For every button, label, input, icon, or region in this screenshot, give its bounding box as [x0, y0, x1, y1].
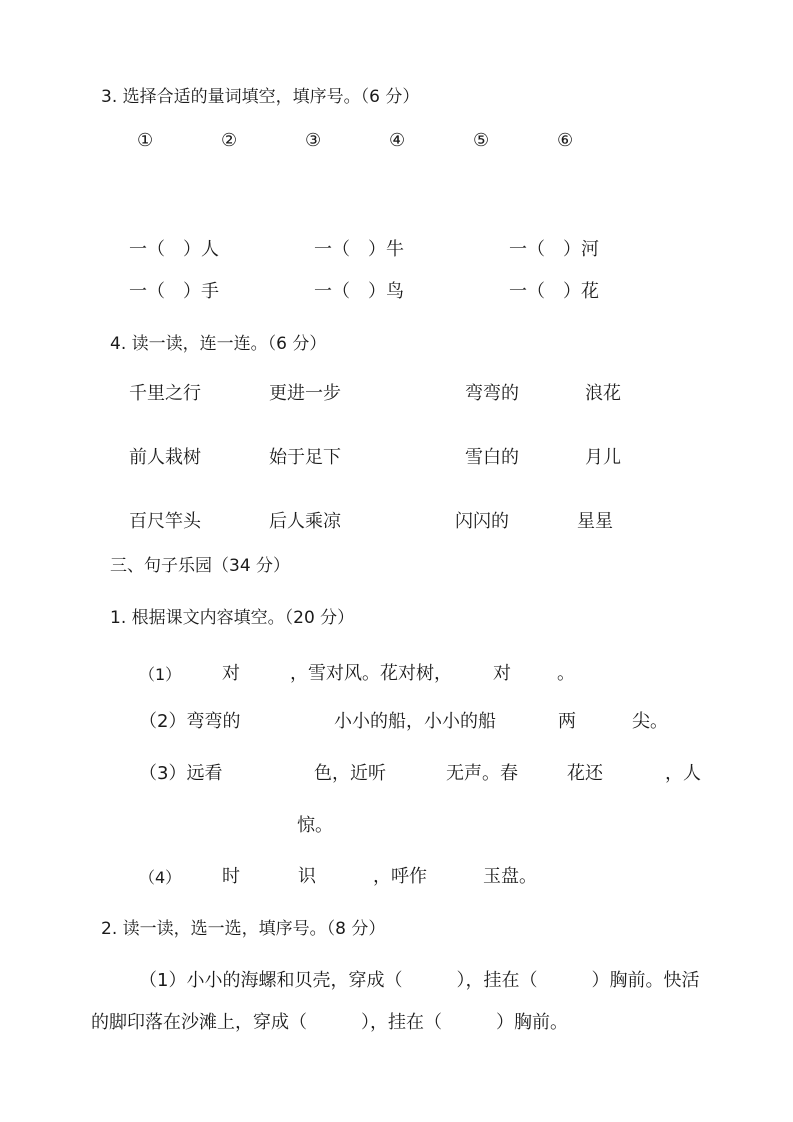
- s1-l1-c: 对: [493, 663, 511, 684]
- blank-shou: 一（ ）手: [129, 281, 219, 302]
- s1-l4-b: 识: [298, 866, 316, 887]
- phrase-right-a-2: 雪白的: [465, 447, 519, 468]
- phrase-left-a-2: 前人栽树: [129, 447, 201, 468]
- blank-niao: 一（ ）鸟: [314, 281, 404, 302]
- s1-l1-d: 。: [557, 663, 575, 684]
- s2-line-1: （1）小小的海螺和贝壳，穿成（ ），挂在（ ）胸前。快活: [139, 970, 700, 991]
- s1-title: 1. 根据课文内容填空。（20 分）: [110, 608, 355, 628]
- blank-ren: 一（ ）人: [129, 239, 219, 260]
- phrase-right-a-3: 闪闪的: [455, 511, 509, 532]
- phrase-right-b-1: 浪花: [585, 383, 621, 404]
- s1-l2-a: （2）弯弯的: [139, 711, 241, 732]
- phrase-left-b-2: 始于足下: [269, 447, 341, 468]
- phrase-left-b-3: 后人乘凉: [269, 511, 341, 532]
- s1-l1-num: （1）: [139, 665, 182, 684]
- s1-l4-a: 时: [222, 866, 240, 887]
- phrase-right-b-3: 星星: [577, 511, 613, 532]
- blank-niu: 一（ ）牛: [314, 239, 404, 260]
- s1-l2-c: 两: [558, 711, 576, 732]
- blank-he: 一（ ）河: [509, 239, 599, 260]
- phrase-left-b-1: 更进一步: [269, 383, 341, 404]
- s1-l4-num: （4）: [139, 868, 182, 887]
- s2-line-2: 的脚印落在沙滩上，穿成（ ），挂在（ ）胸前。: [91, 1012, 568, 1033]
- s1-l1-b: ，雪对风。花对树，: [290, 663, 452, 684]
- s1-l3-continuation: 惊。: [297, 815, 333, 836]
- blank-hua: 一（ ）花: [509, 281, 599, 302]
- option-6: ⑥: [557, 130, 574, 151]
- s1-l4-c: ，呼作: [373, 866, 427, 887]
- s1-l3-b: 色，近听: [314, 763, 386, 784]
- option-2: ②: [221, 130, 238, 151]
- phrase-left-a-1: 千里之行: [129, 383, 201, 404]
- s1-l4-d: 玉盘。: [483, 866, 537, 887]
- q4-title: 4. 读一读，连一连。（6 分）: [110, 334, 327, 354]
- phrase-right-b-2: 月儿: [585, 447, 621, 468]
- s1-l2-d: 尖。: [632, 711, 668, 732]
- s1-l3-e: ，人: [665, 763, 701, 784]
- option-5: ⑤: [473, 130, 490, 151]
- phrase-right-a-1: 弯弯的: [465, 383, 519, 404]
- option-3: ③: [305, 130, 322, 151]
- option-1: ①: [137, 130, 154, 151]
- s1-l3-d: 花还: [567, 763, 603, 784]
- s1-l1-a: 对: [222, 663, 240, 684]
- s2-title: 2. 读一读，选一选，填序号。（8 分）: [101, 919, 386, 939]
- phrase-left-a-3: 百尺竿头: [129, 511, 201, 532]
- s1-l2-b: 小小的船，小小的船: [334, 711, 496, 732]
- q3-title: 3. 选择合适的量词填空，填序号。（6 分）: [101, 87, 420, 107]
- option-4: ④: [389, 130, 406, 151]
- s1-l3-c: 无声。春: [446, 763, 518, 784]
- s1-l3-a: （3）远看: [139, 763, 223, 784]
- section-3-title: 三、句子乐园（34 分）: [110, 556, 291, 576]
